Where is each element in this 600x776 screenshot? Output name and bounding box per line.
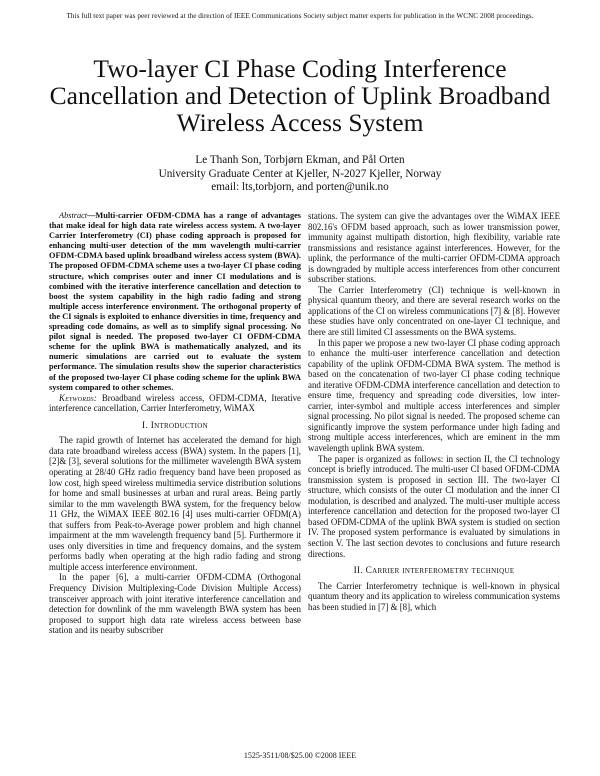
peer-review-banner: This full text paper was peer reviewed at the direction of IEEE Communications Society subject matter experts for publication in the WCNC 2008 proceedings. xyxy=(66,12,534,20)
abstract-label: Abstract xyxy=(59,211,88,220)
body-paragraph: The Carrier Interferometry technique is well-known in physical quantum theory and its application to wireless communication systems has been studied in [7] & [8], which xyxy=(308,580,560,612)
body-paragraph: stations. The system can give the advantages over the WiMAX IEEE 802.16's OFDM based approach, such as lower transmission power, immunity against multipath distortion, high flexibility, variable rate transmissions and resistance against interferences. However, for the uplink, the performance of the multi-carrier OFDM-CDMA approach is downgraded by multiple access interferences from other concurrent subscriber stations. xyxy=(308,211,560,285)
body-paragraph: The paper is organized as follows: in section II, the CI technology concept is briefly introduced. The multi-user CI based OFDM-CDMA transmission system is proposed in section III. The two-layer CI structure, which consists of the outer CI modulation and the inner CI modulation, is described and analyzed. The multi-user multiple access interference cancellation and detection for the proposed two-layer CI based OFDM-CDMA of the uplink BWA system is studied on section IV. The proposed system performance is evaluated by simulations in section V. The last section devotes to conclusions and future research directions. xyxy=(308,453,560,559)
body-paragraph: The rapid growth of Internet has accelerated the demand for high data rate broadband wireless access (BWA) system. In the papers [1], [2]& [3], several solutions for the millimeter wavelength BWA system operating at 28/40 GHz radio frequency band have been proposed as low cost, high speed wireless multimedia service distribution solutions for home and small businesses at urban and rural areas. Being partly similar to the mm wavelength BWA system, for the frequency below 11 GHz, the WiMAX IEEE 802.16 [4] uses multi-carrier OFDM(A) that suffers from Peak-to-Average power problem and high channel impairment at the mm wavelength frequency band [5]. Furthermore it uses only diversities in time and frequency domains, and the system performs badly when operating at the high radio fading and strong multiple access interference environment. xyxy=(49,435,301,572)
keywords-text: Broadband wireless access, OFDM-CDMA, Iterative interference cancellation, Carrier Interferometry, WiMAX xyxy=(49,392,301,414)
paper-title xyxy=(40,55,560,136)
body-paragraph: The Carrier Interferometry (CI) technique is well-known in physical quantum theory, and there are several research works on the applications of the CI on wireless communications [7] & [8]. However these studies have only concentrated on one-layer CI technique, and there are still limited CI assessments on the BWA systems. xyxy=(308,284,560,338)
body-paragraph: In the paper [6], a multi-carrier OFDM-CDMA (Orthogonal Frequency Division Multiplexing-Code Division Multiple Access) transceiver approach with joint iterative interference cancellation and detection for downlink of the mm wavelength BWA system has been proposed to support high data rate wireless access between base station and its nearby subscriber xyxy=(49,572,301,636)
author-block xyxy=(60,154,540,195)
body-paragraph: In this paper we propose a new two-layer CI phase coding approach to enhance the multi-user interference cancellation and detection capability of the uplink OFDM-CDMA BWA system. The method is based on the concatenation of two-layer CI phase coding technique and iterative OFDM-CDMA interference cancellation and detection to ensure time, frequency and spreading code diversities, low inter-carrier, inter-symbol and multiple access interferences and simpler signal processing. No pilot signal is needed. The proposed scheme can significantly improve the system performance under high fading and strong multiple access interferences, which are eminent in the mm wavelength uplink BWA system. xyxy=(308,337,560,454)
right-column xyxy=(308,211,560,612)
title-line: Wireless Access System xyxy=(176,108,424,137)
copyright-footer: 1525-3511/08/$25.00 ©2008 IEEE xyxy=(243,751,357,760)
abstract-text: —Multi-carrier OFDM-CDMA has a range of advantages that make ideal for high data rate wireless access system. A two-layer Carrier Interferometry (CI) phase coding approach is proposed for enhancing multi-user detection of the mm wavelength multi-carrier OFDM-CDMA based uplink broadband wireless access system (BWA). The proposed OFDM-CDMA scheme uses a two-layer CI phase coding structure, which comprises outer and inner CI modulations and is combined with the iterative interference cancellation and detection to boost the system capability in the high radio fading and strong multiple access interference environment. The orthogonal property of the CI signals is exploited to enhance diversities in time, frequency and spreading code domains, as well as to simplify signal processing. No pilot signal is needed. The proposed two-layer CI OFDM-CDMA scheme for the uplink BWA is mathematically analyzed, and its numeric simulations are carried out to evaluate the system performance. The simulation results show the superior characteristics of the proposed two-layer CI phase coding scheme for the uplink BWA system compared to other schemes. xyxy=(49,211,301,392)
section-heading-introduction: I. Introduction xyxy=(142,420,208,431)
title-line: Two-layer CI Phase Coding Interference xyxy=(93,54,507,83)
author-affiliation: University Graduate Center at Kjeller, N-2027 Kjeller, Norway xyxy=(158,167,442,180)
left-column xyxy=(49,211,301,636)
author-names: Le Thanh Son, Torbjørn Ekman, and Pål Orten xyxy=(195,154,405,166)
abstract xyxy=(49,211,301,393)
keywords xyxy=(49,393,301,414)
author-email: email: lts,torbjorn, and porten@unik.no xyxy=(211,181,389,193)
title-line: Cancellation and Detection of Uplink Broadband xyxy=(49,81,551,110)
section-heading-ci-technique: II. Carrier interferometry technique xyxy=(353,566,515,577)
keywords-label: Keywords: xyxy=(59,392,98,403)
